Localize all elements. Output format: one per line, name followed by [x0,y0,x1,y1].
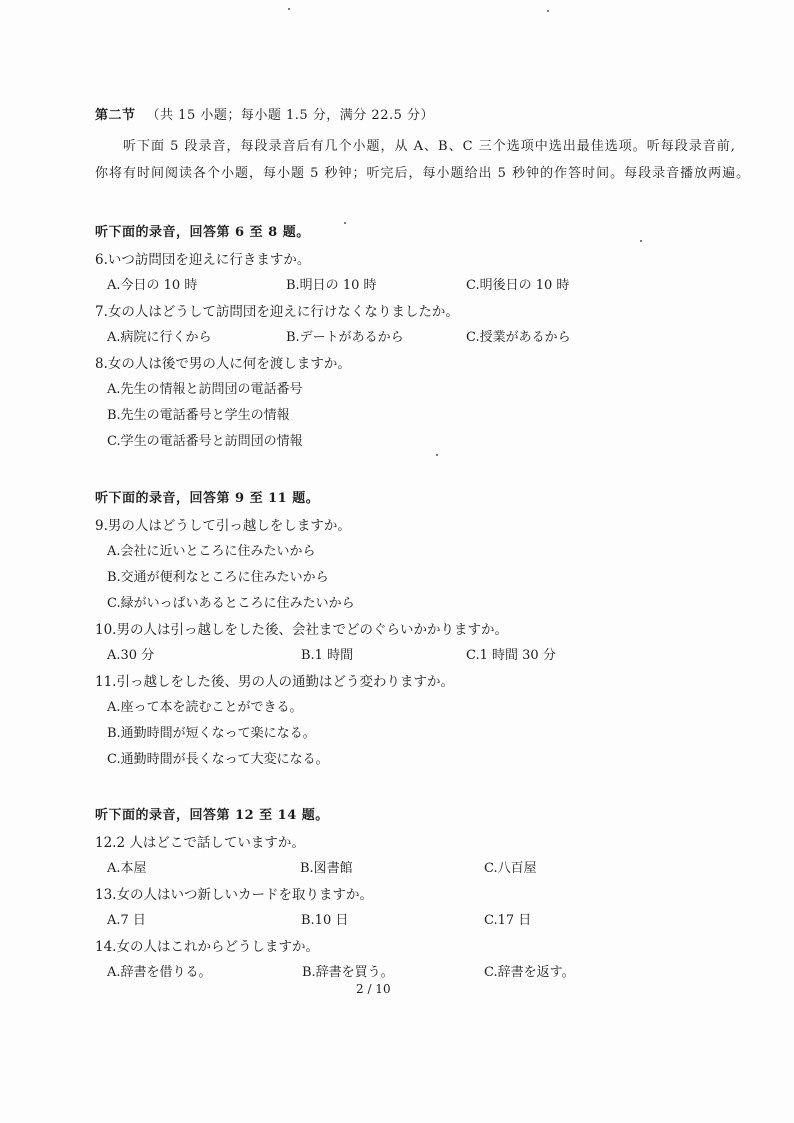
question-stem: 8.女の人は後で男の人に何を渡しますか。 [95,356,351,372]
instruction-line-1: 听下面 5 段录音，每段录音后有几个小题，从 A、B、C 三个选项中选出最佳选项。听每段录音前, [123,139,736,154]
section-score-note: （共 15 小题；每小题 1.5 分，满分 22.5 分） [146,108,435,123]
question-stem: 6.いつ訪問団を迎えに行きますか。 [95,252,311,268]
option-a: A.7 日 [107,913,146,928]
question-stem: 7.女の人はどうして訪問団を迎えに行けなくなりましたか。 [95,304,459,320]
option-b: B.明日の 10 時 [286,278,377,293]
scan-speck [344,222,346,224]
question-stem: 11.引っ越しをした後、男の人の通勤はどう変わりますか。 [95,674,454,690]
option-b: B.1 時間 [301,648,354,663]
option-c: C.学生の電話番号と訪問団の情報 [107,434,303,449]
option-a: A.病院に行くから [107,330,212,345]
option-a: A.会社に近いところに住みたいから [107,544,316,559]
option-b: B.10 日 [301,913,349,928]
option-c: C.緑がいっぱいあるところに住みたいから [107,596,355,611]
option-c: C.八百屋 [484,861,537,876]
question-stem: 13.女の人はいつ新しいカードを取りますか。 [95,887,373,903]
question-stem: 14.女の人はこれからどうしますか。 [95,939,319,955]
option-b: B.通勤時間が短くなって楽になる。 [107,726,316,741]
question-stem: 10.男の人は引っ越しをした後、会社までどのぐらいかかりますか。 [95,622,508,638]
option-c: C.明後日の 10 時 [466,278,570,293]
scan-speck [547,10,549,12]
scan-speck [436,454,438,456]
group-header: 听下面的录音，回答第 12 至 14 题。 [95,808,329,823]
option-b: B.図書館 [300,861,353,876]
option-a: A.本屋 [107,861,147,876]
question-stem: 12.2 人はどこで話していますか。 [95,835,305,851]
question-stem: 9.男の人はどうして引っ越しをしますか。 [95,518,351,534]
option-c: C.通勤時間が長くなって大変になる。 [107,752,329,767]
option-b: B.交通が便利なところに住みたいから [107,570,329,585]
option-a: A.30 分 [107,648,155,663]
option-c: C.1 時間 30 分 [466,648,556,663]
option-a: A.座って本を読むことができる。 [107,700,303,715]
option-c: C.辞書を返す。 [484,965,575,980]
option-b: B.辞書を買う。 [302,965,394,980]
scan-speck [640,240,642,242]
page-number: 2 / 10 [356,982,391,996]
option-a: A.今日の 10 時 [107,278,198,293]
option-a: A.辞書を借りる。 [107,965,212,980]
option-b: B.デートがあるから [286,330,404,345]
option-c: C.授業があるから [466,330,571,345]
instruction-line-2: 你将有时间阅读各个小题，每小题 5 秒钟；听完后，每小题给出 5 秒钟的作答时间。每段录音播放两遍。 [95,166,751,181]
option-b: B.先生の電話番号と学生の情報 [107,408,290,423]
group-header: 听下面的录音，回答第 6 至 8 题。 [95,225,310,240]
option-a: A.先生の情報と訪問団の電話番号 [107,382,303,397]
option-c: C.17 日 [484,913,532,928]
section-header [95,104,434,123]
group-header: 听下面的录音，回答第 9 至 11 题。 [95,491,320,506]
section-title: 第二节 [95,108,136,123]
scan-speck [288,8,290,10]
